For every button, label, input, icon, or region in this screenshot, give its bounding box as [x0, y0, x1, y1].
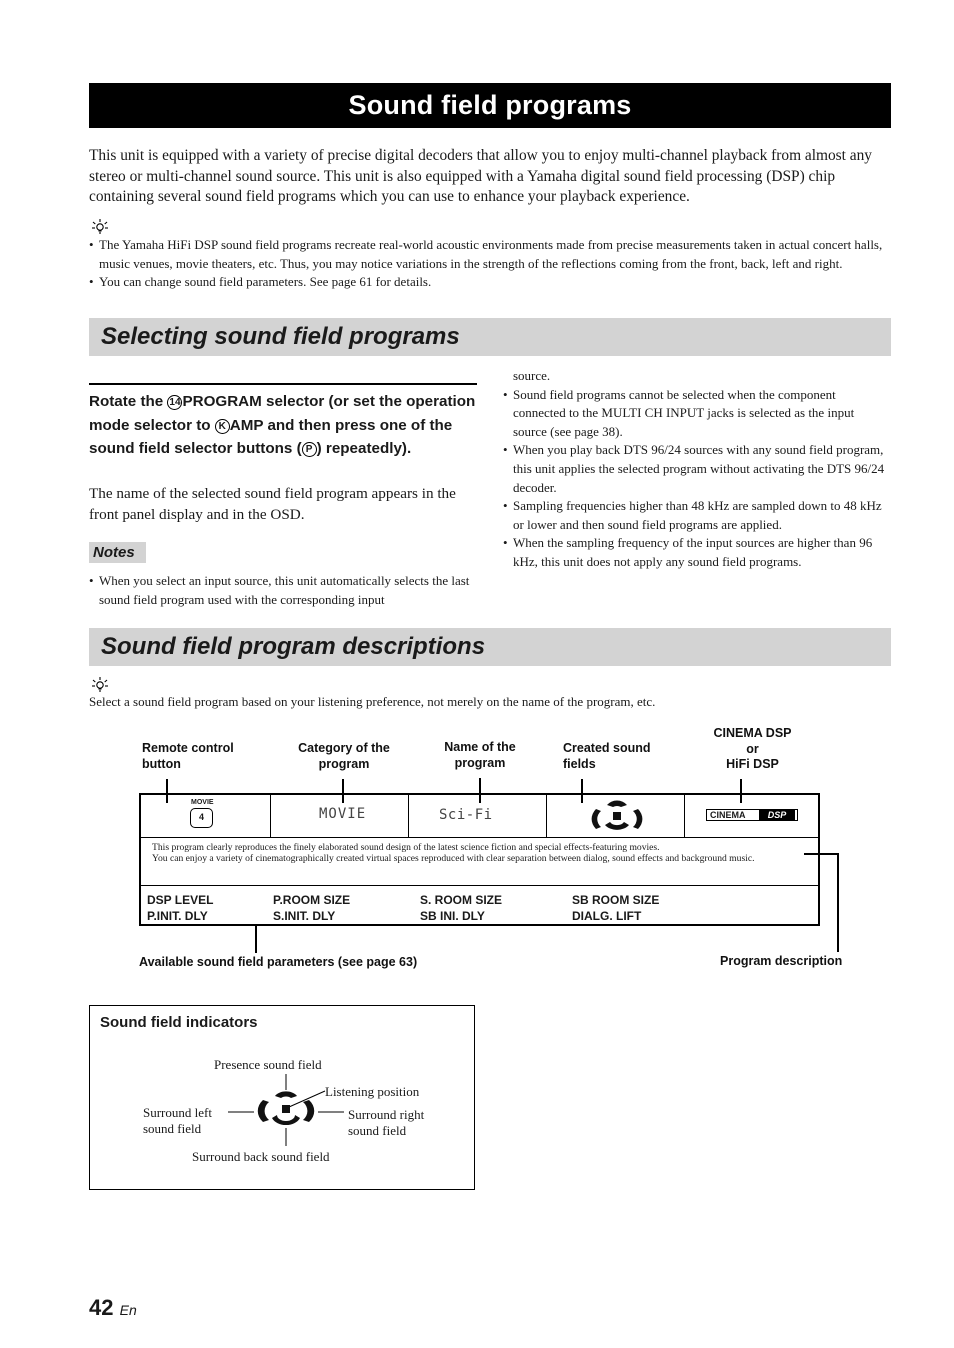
descriptions-tip: Select a sound field program based on your listening preference, not merely on the name of the program, etc. — [89, 694, 656, 709]
leader-desc-v — [837, 853, 839, 952]
page-title: Sound field programs — [348, 90, 632, 120]
note-item: • When the sampling frequency of the input sources are higher than 96 kHz, this unit does not apply any sound field programs. — [503, 534, 888, 571]
label-presence: Presence sound field — [214, 1057, 322, 1072]
param-col-3: S. ROOM SIZE SB INI. DLY — [420, 893, 503, 923]
label-category: Category of the program — [298, 741, 390, 771]
intro-paragraph: This unit is equipped with a variety of precise digital decoders that allow you to enjoy multi-channel playback from almost any stereo or multi-channel sound source. This unit is also equipped with a Yamaha digital sound field processing (DSP) chip containing several sound field programs which you can use to enhance your playback experience. — [89, 147, 873, 205]
page-number: 42 En — [89, 1295, 137, 1320]
sound-field-indicator-diagram — [210, 1074, 350, 1148]
remote-caption: MOVIE — [191, 799, 214, 806]
label-cinema-dsp: CINEMA DSP or HiFi DSP — [713, 726, 792, 771]
note-item: • Sound field programs cannot be selected when the component connected to the MULTI CH INPUT jacks is selected as the input source (see page 38). — [503, 386, 888, 442]
ref-marker-k: K — [215, 419, 230, 434]
indicators-title: Sound field indicators — [100, 1014, 258, 1031]
notes-list-right — [503, 367, 888, 572]
label-surround-right: Surround right sound field — [348, 1107, 425, 1138]
label-created-fields: Created sound fields — [563, 741, 651, 771]
program-display: Sci-Fi — [439, 807, 493, 823]
step-instruction: Rotate the 14 PROGRAM selector (or set the operation mode selector to K AMP and then press one of the sound field selector buttons ( P ) repeatedly). — [89, 393, 476, 457]
param-col-4: SB ROOM SIZE DIALG. LIFT — [572, 893, 660, 923]
label-program-name: Name of the program — [444, 740, 516, 770]
label-remote-control: Remote control button — [142, 741, 234, 771]
tip-list — [89, 236, 894, 292]
cinema-dsp-logo: CINEMA DSP — [706, 809, 798, 821]
notes-badge: Notes — [89, 542, 146, 563]
sound-field-icon — [583, 795, 651, 837]
note-item: • When you select an input source, this unit automatically selects the last sound field program used with the corresponding input — [89, 572, 474, 609]
ref-marker-14: 14 — [169, 397, 181, 408]
page-title-bar — [89, 83, 891, 128]
param-col-2: P.ROOM SIZE S.INIT. DLY — [273, 893, 351, 923]
step-body: The name of the selected sound field program appears in the front panel display and in the OSD. — [89, 485, 456, 523]
remote-button: 4 — [190, 808, 213, 828]
label-program-description: Program description — [720, 954, 843, 968]
section-heading-descriptions: Sound field program descriptions — [89, 628, 891, 666]
notes-list-left — [89, 572, 474, 609]
tip-icon — [91, 218, 109, 234]
program-box — [139, 793, 820, 926]
label-available-params: Available sound field parameters (see page 63) — [139, 955, 418, 969]
label-surround-left: Surround left sound field — [143, 1105, 212, 1136]
program-description: This program clearly reproduces the finely elaborated sound design of the latest science fiction and special effects-featuring movies. You can enjoy a variety of cinematographically created virtual spaces reproduced with clear separation between dialog, sound effects and background music. — [152, 842, 755, 864]
tip-icon — [91, 676, 109, 692]
category-display: MOVIE — [319, 806, 367, 822]
param-col-1: DSP LEVEL P.INIT. DLY — [147, 893, 214, 923]
label-listening: Listening position — [325, 1084, 420, 1099]
note-item: • When you play back DTS 96/24 sources with any sound field program, this unit applies the selected program without activating the DTS 96/24 decoder. — [503, 441, 888, 497]
label-surround-back: Surround back sound field — [192, 1149, 330, 1164]
ref-marker-p: P — [302, 442, 317, 457]
note-item: • Sampling frequencies higher than 48 kHz are sampled down to 48 kHz or lower and then sound field programs are applied. — [503, 497, 888, 534]
leader-available — [255, 926, 257, 953]
section-heading-selecting: Selecting sound field programs — [89, 318, 891, 356]
tip-item: • The Yamaha HiFi DSP sound field programs recreate real-world acoustic environments made from precise measurements taken in actual concert halls, music venues, movie theaters, etc. Thus, you may notice variations in the strength of the reflections coming from the front, back, left and right. — [89, 236, 894, 273]
tip-item: • You can change sound field parameters. See page 61 for details. — [89, 273, 894, 292]
sound-field-indicators-box — [89, 1005, 475, 1190]
note-item-continued: source. — [513, 368, 551, 383]
step-rule — [89, 383, 477, 385]
